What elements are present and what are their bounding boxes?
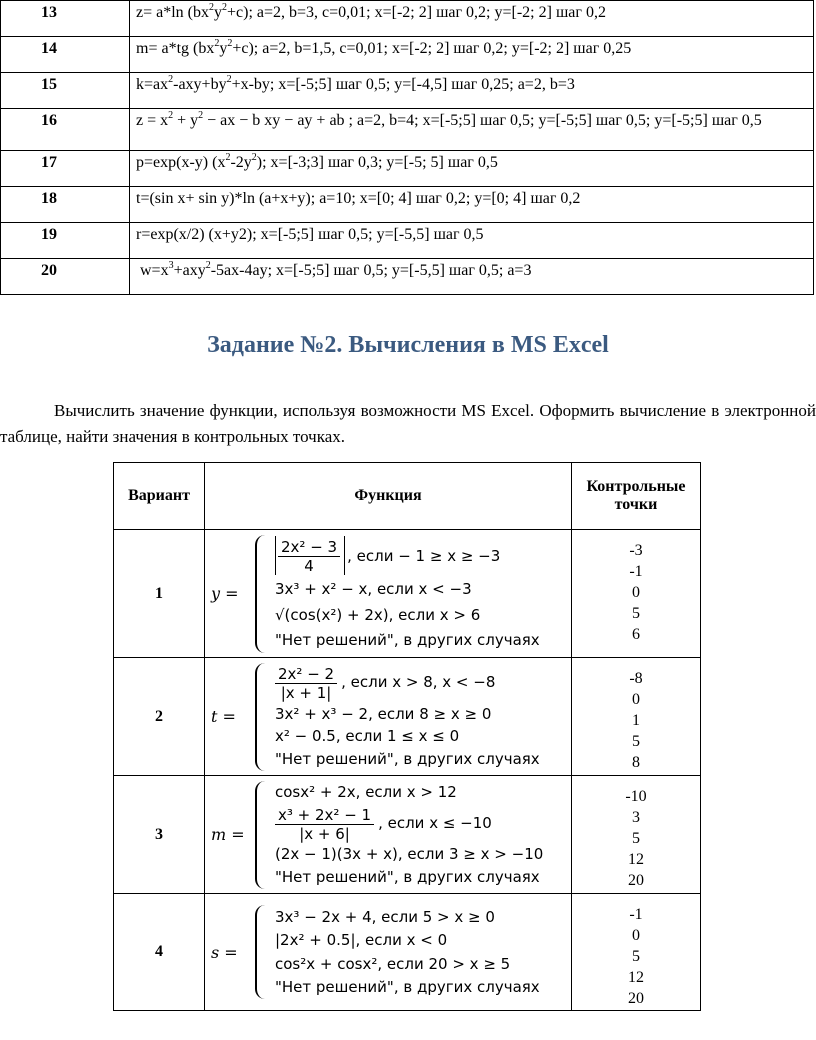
variants-body (1, 1, 814, 295)
function-case: "Нет решений", в других случаях (275, 750, 540, 769)
control-point: -1 (629, 563, 643, 580)
function-case: (2x − 1)(3x + x), если 3 ≥ x > −10 (275, 845, 544, 864)
variant-number: 18 (1, 187, 130, 223)
function-formula (205, 894, 572, 1011)
function-variant: 4 (114, 894, 205, 1011)
control-point: -10 (625, 788, 647, 805)
function-case (275, 536, 540, 575)
function-case: "Нет решений", в других случаях (275, 868, 540, 887)
control-point: 5 (632, 733, 640, 750)
header-variant: Вариант (114, 463, 205, 530)
function-formula (205, 530, 572, 658)
task-paragraph (0, 398, 816, 450)
header-function: Функция (205, 463, 572, 530)
function-cases (275, 781, 543, 889)
variants-table (0, 0, 814, 295)
function-name: t = (211, 707, 236, 726)
piecewise-function (205, 901, 571, 1003)
brace-icon (255, 663, 269, 771)
fraction-denominator: 4 (304, 557, 314, 576)
variant-formula: $k=ax^2-axy+by^2+x-by$; x=[-5;5] шаг 0,5; y=[-4,5] шаг 0,25; a=2, b=3 (130, 73, 814, 109)
control-point: 12 (628, 851, 644, 868)
function-case: 3x³ + x² − x, если x < −3 (275, 580, 472, 599)
function-name: m = (211, 825, 245, 844)
control-point: 0 (632, 584, 640, 601)
control-point: 0 (632, 927, 640, 944)
function-variant: 3 (114, 776, 205, 894)
function-cases (275, 663, 540, 771)
control-points (572, 776, 701, 894)
control-point: 12 (628, 969, 644, 986)
control-point: 8 (632, 754, 640, 771)
variant-row (1, 259, 814, 295)
function-case: cos²x + cosx², если 20 > x ≥ 5 (275, 954, 511, 973)
piecewise-function (205, 777, 571, 893)
header-points: Контрольные точки (572, 463, 701, 530)
variant-formula: $z = x^2 + y^2$ − ax − b xy − ay + ab ; a=2, b=4; x=[-5;5] шаг 0,5; y=[-5;5] шаг 0,5; y=[-5;5] шаг 0,5 (130, 109, 814, 151)
piecewise-function (205, 659, 571, 775)
fraction-denominator: |x + 1| (280, 683, 332, 702)
variant-row (1, 109, 814, 151)
case-condition: , если x ≤ −10 (378, 814, 492, 833)
function-name: y = (211, 584, 239, 603)
control-point: 3 (632, 809, 640, 826)
function-formula (205, 776, 572, 894)
function-row (114, 776, 701, 894)
case-condition: , если − 1 ≥ x ≥ −3 (347, 546, 501, 565)
task-paragraph-text: Вычислить значение функции, используя возможности MS Excel. Оформить вычисление в электронной таблице, найти значения в контрольных точках. (0, 401, 816, 446)
function-case: "Нет решений", в других случаях (275, 978, 540, 997)
variant-formula: t=(sin x+ sin y)*ln (a+x+y); a=10; x=[0; 4] шаг 0,2; y=[0; 4] шаг 0,2 (130, 187, 814, 223)
control-point: 5 (632, 605, 640, 622)
functions-header-row (114, 463, 701, 530)
control-point: 5 (632, 830, 640, 847)
function-case (275, 663, 540, 702)
function-variant: 2 (114, 658, 205, 776)
variant-formula: z= a*ln $(bx^2y^2+c)$; a=2, b=3, c=0,01; x=[-2; 2] шаг 0,2; y=[-2; 2] шаг 0,2 (130, 1, 814, 37)
function-case: 3x³ − 2x + 4, если 5 > x ≥ 0 (275, 907, 495, 926)
variant-formula: $w=x^3+axy^2-5ax-4ay$; x=[-5;5] шаг 0,5; y=[-5,5] шаг 0,5; a=3 (130, 259, 814, 295)
functions-table (113, 462, 701, 1011)
control-point: 6 (632, 626, 640, 643)
control-point: 5 (632, 948, 640, 965)
task-heading: Задание №2. Вычисления в MS Excel (207, 332, 609, 358)
function-case: cosx² + 2x, если x > 12 (275, 782, 457, 801)
fraction-numerator: 2x² − 2 (275, 665, 337, 684)
fraction-numerator: 2x² − 3 (278, 538, 340, 557)
variant-number: 20 (1, 259, 130, 295)
control-point: 20 (628, 990, 644, 1007)
variant-row (1, 223, 814, 259)
variant-number: 14 (1, 37, 130, 73)
variant-number: 17 (1, 151, 130, 187)
function-cases (275, 535, 540, 653)
variant-number: 15 (1, 73, 130, 109)
function-case: "Нет решений", в других случаях (275, 630, 540, 649)
function-case: 3x² + x³ − 2, если 8 ≥ x ≥ 0 (275, 704, 492, 723)
function-case: √(cos(x²) + 2x), если x > 6 (275, 605, 481, 624)
fraction-denominator: |x + 6| (299, 824, 350, 843)
variant-number: 16 (1, 109, 130, 151)
function-row (114, 658, 701, 776)
fraction-numerator: x³ + 2x² − 1 (275, 806, 374, 825)
piecewise-function (205, 531, 571, 657)
variant-row (1, 1, 814, 37)
control-point: 0 (632, 691, 640, 708)
case-condition: , если x > 8, x < −8 (341, 673, 496, 692)
variant-formula: p=exp(x-y) $(x^2-2y^2)$; x=[-3;3] шаг 0,3; y=[-5; 5] шаг 0,5 (130, 151, 814, 187)
brace-icon (255, 905, 269, 999)
variant-row (1, 187, 814, 223)
control-points (572, 530, 701, 658)
control-point: 20 (628, 872, 644, 889)
functions-body (114, 530, 701, 1011)
variant-row (1, 37, 814, 73)
control-point: -1 (629, 906, 643, 923)
variant-number: 19 (1, 223, 130, 259)
control-points (572, 894, 701, 1011)
control-points (572, 658, 701, 776)
function-case: x² − 0.5, если 1 ≤ x ≤ 0 (275, 727, 460, 746)
function-variant: 1 (114, 530, 205, 658)
control-point: -3 (629, 542, 643, 559)
variant-formula: r=exp(x/2) (x+y2); x=[-5;5] шаг 0,5; y=[-5,5] шаг 0,5 (130, 223, 814, 259)
function-formula (205, 658, 572, 776)
function-cases (275, 905, 540, 999)
function-case: |2x² + 0.5|, если x < 0 (275, 931, 448, 950)
control-point: 1 (632, 712, 640, 729)
variant-formula: m= a*tg $(bx^2y^2+c)$; a=2, b=1,5, c=0,01; x=[-2; 2] шаг 0,2; y=[-2; 2] шаг 0,25 (130, 37, 814, 73)
variant-number: 13 (1, 1, 130, 37)
control-point: -8 (629, 670, 643, 687)
brace-icon (255, 535, 269, 653)
brace-icon (255, 781, 269, 889)
variant-row (1, 151, 814, 187)
function-case (275, 804, 543, 843)
function-row (114, 530, 701, 658)
function-row (114, 894, 701, 1011)
function-name: s = (211, 942, 238, 962)
variant-row (1, 73, 814, 109)
